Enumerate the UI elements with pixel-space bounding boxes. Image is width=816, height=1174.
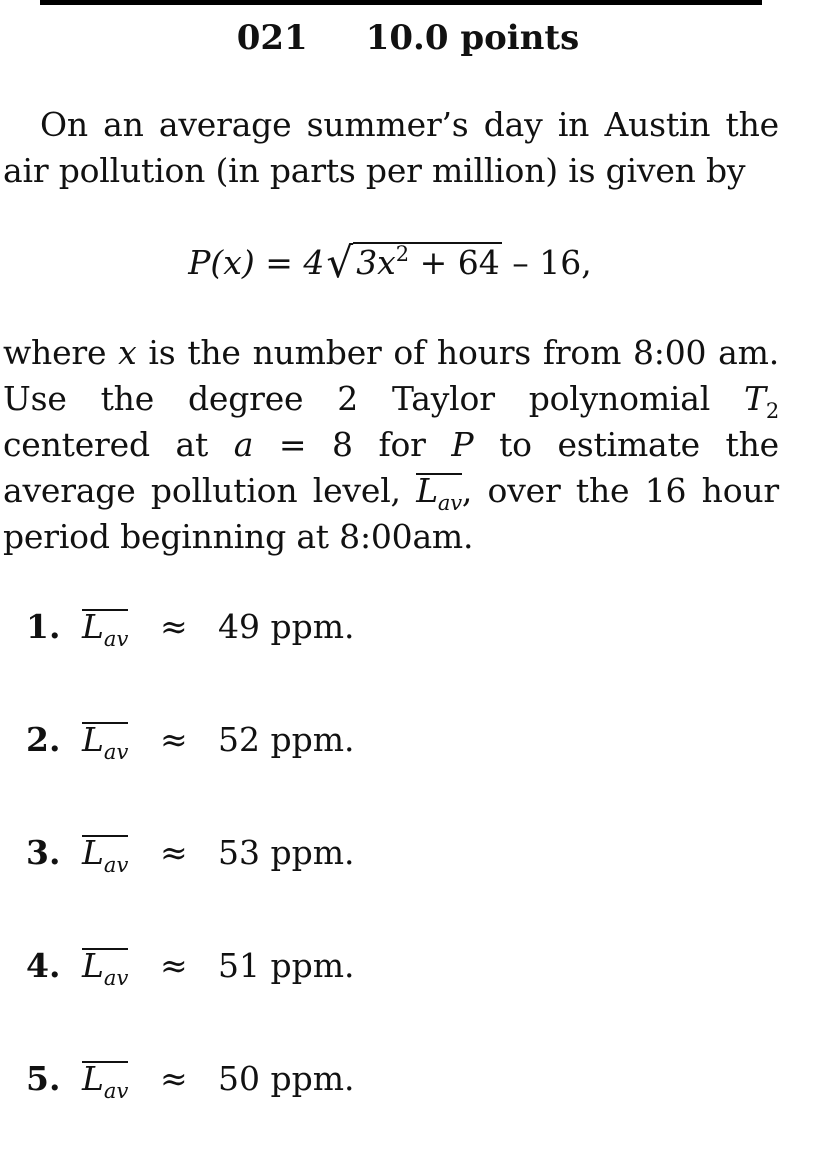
formula-rhs: – 16, [501,243,592,282]
choice-var-sub: av [103,627,129,651]
answer-choice-4[interactable] [26,943,355,1056]
choice-variable [82,604,160,650]
task-text-s5: to estimate the average pollution level, [3,425,779,510]
choice-variable [82,717,160,763]
formula-radicand-b: + 64 [409,243,500,282]
var-t: T [744,379,766,418]
choice-var-sub: av [103,740,129,764]
formula-radicand [353,242,502,282]
problem-points: 10.0 points [365,18,580,58]
task-text-s4: = 8 for [253,425,452,464]
answer-choice-1[interactable] [26,604,355,717]
choice-var-l: L [82,833,104,872]
choice-number: 2. [26,720,61,759]
choice-variable [82,1056,160,1102]
choice-value: 50 ppm. [218,1059,355,1098]
answer-choice-2[interactable] [26,717,355,830]
choice-value: 52 ppm. [218,720,355,759]
problem-number: 021 [236,18,308,58]
choice-var-sub: av [103,966,129,990]
top-rule [40,0,762,5]
problem-header [0,18,816,58]
intro-text: On an average summer’s day in Austin the air pollution (in parts per million) is given by [3,105,779,190]
choice-var-l: L [82,946,104,985]
choice-var-l: L [82,720,104,759]
choice-number: 5. [26,1059,61,1098]
approx-symbol: ≈ [160,1059,188,1098]
var-a: a [233,425,254,464]
task-text-s3: centered at [3,425,234,464]
var-t-subscript: 2 [765,399,779,423]
formula-lhs: P(x) = 4 [188,243,325,282]
choice-value: 51 ppm. [218,946,355,985]
sqrt-icon: √ [326,238,354,287]
choice-var-l: L [82,1059,104,1098]
pollution-formula [0,240,780,286]
formula-exponent: 2 [395,242,410,266]
approx-symbol: ≈ [160,946,188,985]
task-text [3,330,779,560]
choice-value: 49 ppm. [218,607,355,646]
choice-var-l: L [82,607,104,646]
answer-choice-3[interactable] [26,830,355,943]
var-l: L [416,471,438,510]
choice-var-sub: av [103,1079,129,1103]
problem-statement-intro [3,102,779,194]
task-text-s2: is the number of hours from 8:00 am. Use the degree 2 Taylor polynomial [3,333,779,418]
choice-var-sub: av [103,853,129,877]
var-l-av [416,471,462,515]
choice-value: 53 ppm. [218,833,355,872]
formula-radicand-a: 3x [356,243,396,282]
choice-number: 3. [26,833,61,872]
task-text-s6: , over the 16 hour period beginning at 8:00am. [3,471,779,556]
answer-choices [26,604,355,1169]
choice-variable [82,943,160,989]
approx-symbol: ≈ [160,833,188,872]
problem-statement-task [3,330,779,560]
var-x: x [118,333,137,372]
approx-symbol: ≈ [160,720,188,759]
choice-variable [82,830,160,876]
var-p: P [451,425,474,464]
approx-symbol: ≈ [160,607,188,646]
choice-number: 4. [26,946,61,985]
choice-number: 1. [26,607,61,646]
task-text-s1: where [3,333,119,372]
var-l-subscript: av [437,491,462,515]
answer-choice-5[interactable] [26,1056,355,1169]
